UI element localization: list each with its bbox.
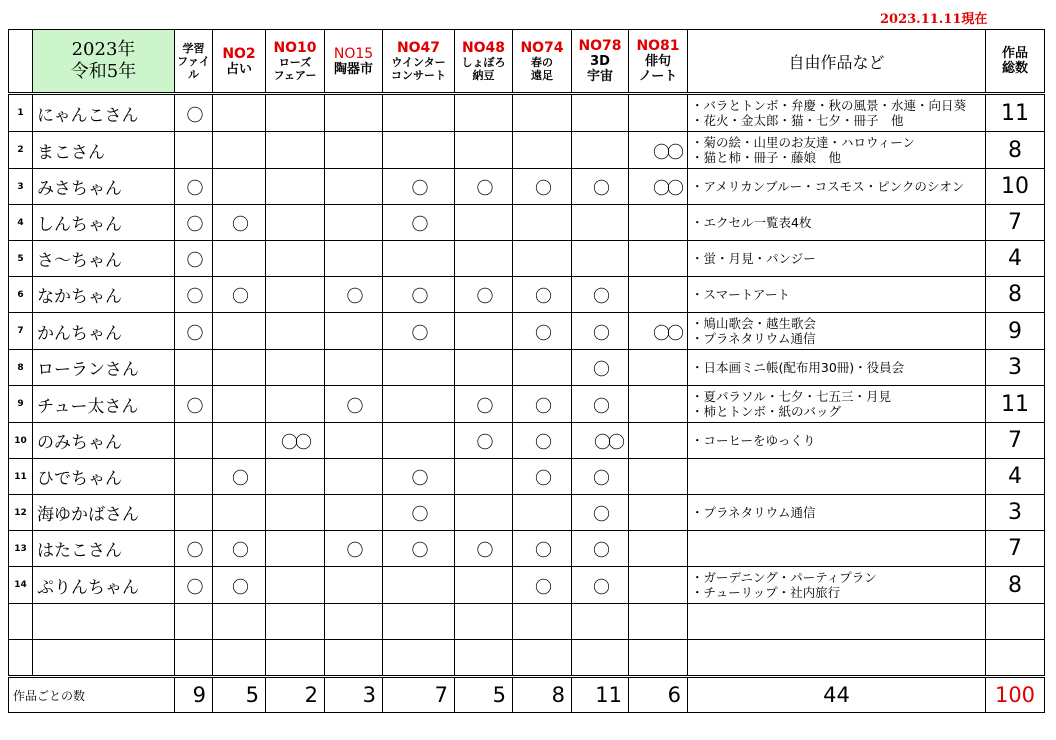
mark-cell: [325, 313, 383, 350]
header-year-cell: [33, 30, 175, 94]
work-count: 11: [986, 386, 1045, 423]
mark-cell: [175, 132, 213, 169]
col-label2: 遠足: [531, 69, 553, 82]
mark-cell: 〇: [175, 277, 213, 313]
mark-cell: [175, 604, 213, 640]
col-label2: ノート: [638, 69, 678, 84]
member-name: かんちゃん: [33, 313, 175, 350]
mark-cell: [213, 94, 266, 132]
mark-cell: 〇: [572, 169, 629, 205]
col-no: NO81: [636, 38, 680, 54]
col-no: NO10: [273, 40, 317, 56]
table-row: [9, 386, 1045, 423]
mark-cell: 〇: [513, 277, 572, 313]
mark-cell: [513, 132, 572, 169]
mark-cell: [455, 567, 513, 604]
mark-cell: [455, 241, 513, 277]
table-row: [9, 640, 1045, 677]
member-name: チュー太さん: [33, 386, 175, 423]
mark-cell: [266, 386, 325, 423]
col-label: ウインター: [391, 56, 446, 69]
mark-cell: 〇: [383, 169, 455, 205]
free-works-cell: [688, 241, 986, 277]
mark-cell: [513, 495, 572, 531]
total-label-1: 作品: [1001, 46, 1028, 61]
free-works-cell: [688, 495, 986, 531]
work-count: 9: [986, 313, 1045, 350]
header-col-7: [572, 30, 629, 94]
mark-cell: 〇: [455, 169, 513, 205]
mark-cell: [325, 459, 383, 495]
mark-cell: 〇: [513, 386, 572, 423]
mark-cell: [266, 241, 325, 277]
as-of-date: 2023.11.11現在: [880, 12, 988, 27]
row-number: [9, 640, 33, 677]
free-works-line: ・アメリカンブルー・コスモス・ピンクのシオン: [691, 179, 965, 194]
mark-cell: 〇: [513, 169, 572, 205]
mark-cell: 〇: [455, 386, 513, 423]
mark-cell: 〇: [175, 531, 213, 567]
work-count: 3: [986, 350, 1045, 386]
mark-cell: 〇: [572, 277, 629, 313]
mark-cell: 〇: [213, 531, 266, 567]
mark-cell: [629, 423, 688, 459]
row-number: 4: [9, 205, 33, 241]
mark-cell: [572, 241, 629, 277]
work-count: [986, 640, 1045, 677]
header-col-5: [455, 30, 513, 94]
mark-cell: [383, 94, 455, 132]
member-name: [33, 640, 175, 677]
member-name: ひでちゃん: [33, 459, 175, 495]
mark-cell: 〇: [383, 531, 455, 567]
col-label2: 納豆: [472, 69, 495, 82]
work-count: 8: [986, 132, 1045, 169]
mark-cell: [213, 640, 266, 677]
table-row: [9, 241, 1045, 277]
header-col-3: [325, 30, 383, 94]
free-works-cell: [688, 386, 986, 423]
mark-cell: [266, 531, 325, 567]
mark-cell: 〇: [513, 313, 572, 350]
free-works-line: ・ガーデニング・パーティプラン: [691, 570, 877, 585]
table-row: [9, 567, 1045, 604]
mark-cell: [572, 640, 629, 677]
mark-cell: [572, 132, 629, 169]
table-row: [9, 350, 1045, 386]
col-label: ローズ: [278, 56, 312, 69]
mark-cell: 〇〇: [629, 313, 688, 350]
mark-cell: 〇: [513, 567, 572, 604]
year-reiwa: 令和5年: [70, 61, 137, 82]
header-total-works: [986, 30, 1045, 94]
work-count: 8: [986, 567, 1045, 604]
mark-cell: [266, 277, 325, 313]
free-works-line: ・菊の絵・山里のお友達・ハロウィーン: [691, 135, 916, 150]
mark-cell: [213, 132, 266, 169]
mark-cell: [325, 94, 383, 132]
mark-cell: [213, 604, 266, 640]
mark-cell: [455, 313, 513, 350]
col-label: 占い: [225, 61, 252, 77]
free-works-cell: [688, 313, 986, 350]
mark-cell: [629, 640, 688, 677]
mark-cell: 〇: [572, 313, 629, 350]
column-total: 5: [455, 677, 513, 713]
works-table: [8, 29, 1045, 713]
table-row: [9, 313, 1045, 350]
free-works-line: ・チューリップ・社内旅行: [691, 585, 841, 600]
mark-cell: [572, 205, 629, 241]
table-row: [9, 495, 1045, 531]
mark-cell: 〇: [572, 567, 629, 604]
header-col-4: [383, 30, 455, 94]
grand-total: 100: [986, 677, 1045, 713]
mark-cell: [513, 604, 572, 640]
mark-cell: [513, 350, 572, 386]
col-label: 3D: [590, 54, 610, 69]
mark-cell: [383, 604, 455, 640]
mark-cell: 〇: [383, 205, 455, 241]
totals-row: [9, 677, 1045, 713]
mark-cell: 〇〇: [629, 132, 688, 169]
table-row: [9, 604, 1045, 640]
mark-cell: 〇: [383, 313, 455, 350]
member-name: のみちゃん: [33, 423, 175, 459]
mark-cell: [266, 132, 325, 169]
mark-cell: [513, 640, 572, 677]
column-total: 11: [572, 677, 629, 713]
mark-cell: [325, 604, 383, 640]
free-works-line: ・鳩山歌会・越生歌会: [691, 316, 817, 331]
mark-cell: [213, 313, 266, 350]
mark-cell: [213, 386, 266, 423]
free-works-cell: [688, 640, 986, 677]
header-row: [9, 30, 1045, 94]
row-number: 8: [9, 350, 33, 386]
mark-cell: [266, 169, 325, 205]
column-total: 6: [629, 677, 688, 713]
mark-cell: [325, 350, 383, 386]
totals-label: 作品ごとの数: [9, 677, 175, 713]
header-col-1: [213, 30, 266, 94]
mark-cell: 〇: [455, 423, 513, 459]
mark-cell: [266, 459, 325, 495]
work-count: 4: [986, 459, 1045, 495]
work-count: 4: [986, 241, 1045, 277]
mark-cell: 〇: [175, 567, 213, 604]
free-works-line: ・プラネタリウム通信: [691, 331, 816, 346]
mark-cell: 〇: [175, 313, 213, 350]
mark-cell: 〇: [325, 386, 383, 423]
work-count: 3: [986, 495, 1045, 531]
mark-cell: [513, 94, 572, 132]
mark-cell: 〇: [213, 277, 266, 313]
free-works-cell: [688, 459, 986, 495]
member-name: ぷりんちゃん: [33, 567, 175, 604]
mark-cell: [629, 277, 688, 313]
mark-cell: [213, 495, 266, 531]
row-number: 2: [9, 132, 33, 169]
mark-cell: 〇: [513, 531, 572, 567]
col-no: NO47: [396, 40, 441, 56]
header-num-cell: [9, 30, 33, 94]
free-works-cell: [688, 132, 986, 169]
column-total: 3: [325, 677, 383, 713]
row-number: 14: [9, 567, 33, 604]
free-works-line: ・コーヒーをゆっくり: [691, 433, 816, 448]
mark-cell: [629, 604, 688, 640]
mark-cell: [383, 350, 455, 386]
mark-cell: [455, 459, 513, 495]
mark-cell: 〇: [572, 495, 629, 531]
mark-cell: [383, 567, 455, 604]
col-label2: ファイル: [177, 54, 210, 81]
free-works-line: ・猫と柿・冊子・藤娘 他: [691, 150, 842, 165]
column-total: 5: [213, 677, 266, 713]
mark-cell: 〇: [383, 495, 455, 531]
mark-cell: 〇: [213, 567, 266, 604]
mark-cell: [266, 604, 325, 640]
mark-cell: [266, 313, 325, 350]
mark-cell: 〇: [513, 459, 572, 495]
work-count: 7: [986, 531, 1045, 567]
work-count: [986, 604, 1045, 640]
free-works-cell: [688, 423, 986, 459]
mark-cell: [383, 241, 455, 277]
free-works-cell: [688, 169, 986, 205]
col-no: NO48: [461, 40, 506, 56]
mark-cell: [175, 459, 213, 495]
mark-cell: 〇〇: [266, 423, 325, 459]
mark-cell: 〇: [455, 277, 513, 313]
row-number: 7: [9, 313, 33, 350]
mark-cell: [175, 640, 213, 677]
mark-cell: 〇〇: [572, 423, 629, 459]
mark-cell: [213, 423, 266, 459]
mark-cell: 〇: [383, 459, 455, 495]
mark-cell: 〇: [572, 531, 629, 567]
row-number: 6: [9, 277, 33, 313]
mark-cell: [629, 241, 688, 277]
free-works-cell: [688, 350, 986, 386]
mark-cell: [513, 205, 572, 241]
mark-cell: [572, 604, 629, 640]
mark-cell: [325, 169, 383, 205]
mark-cell: [629, 386, 688, 423]
header-col-8: [629, 30, 688, 94]
mark-cell: [383, 132, 455, 169]
member-name: みさちゃん: [33, 169, 175, 205]
mark-cell: 〇: [572, 386, 629, 423]
member-name: にゃんこさん: [33, 94, 175, 132]
free-works-cell: [688, 277, 986, 313]
mark-cell: [513, 241, 572, 277]
free-works-cell: [688, 205, 986, 241]
mark-cell: 〇: [175, 241, 213, 277]
mark-cell: [455, 350, 513, 386]
column-total: 8: [513, 677, 572, 713]
mark-cell: [213, 169, 266, 205]
mark-cell: 〇: [572, 459, 629, 495]
table-row: [9, 277, 1045, 313]
mark-cell: [266, 94, 325, 132]
column-total: 7: [383, 677, 455, 713]
mark-cell: [629, 495, 688, 531]
mark-cell: 〇: [572, 350, 629, 386]
member-name: ローランさん: [33, 350, 175, 386]
mark-cell: [383, 423, 455, 459]
mark-cell: [325, 495, 383, 531]
mark-cell: 〇: [175, 386, 213, 423]
mark-cell: [175, 350, 213, 386]
free-works-line: ・花火・金太郎・猫・七夕・冊子 他: [691, 113, 904, 128]
mark-cell: [266, 495, 325, 531]
free-works-line: ・夏パラソル・七夕・七五三・月見: [691, 389, 892, 404]
mark-cell: 〇: [383, 277, 455, 313]
col-no: NO15: [333, 45, 374, 62]
table-row: [9, 459, 1045, 495]
mark-cell: [455, 132, 513, 169]
mark-cell: [629, 350, 688, 386]
mark-cell: 〇: [325, 277, 383, 313]
mark-cell: [325, 132, 383, 169]
mark-cell: [266, 350, 325, 386]
member-name: はたこさん: [33, 531, 175, 567]
table-row: [9, 423, 1045, 459]
mark-cell: [213, 350, 266, 386]
free-works-cell: [688, 531, 986, 567]
col-label: 俳句: [644, 54, 671, 69]
free-works-cell: [688, 94, 986, 132]
mark-cell: [383, 386, 455, 423]
free-works-cell: [688, 567, 986, 604]
mark-cell: [629, 94, 688, 132]
mark-cell: [213, 241, 266, 277]
col-label: しょぼろ: [461, 56, 506, 69]
col-no: NO74: [520, 40, 564, 56]
header-free-works: 自由作品など: [688, 30, 986, 94]
mark-cell: [266, 640, 325, 677]
col-label: 春の: [531, 56, 553, 69]
work-count: 10: [986, 169, 1045, 205]
row-number: 11: [9, 459, 33, 495]
mark-cell: [455, 94, 513, 132]
work-count: 7: [986, 423, 1045, 459]
free-works-line: ・日本画ミニ帳(配布用30冊)・役員会: [691, 360, 905, 375]
row-number: 12: [9, 495, 33, 531]
row-number: [9, 604, 33, 640]
free-works-line: ・柿とトンボ・紙のバッグ: [691, 404, 842, 419]
mark-cell: 〇: [455, 531, 513, 567]
mark-cell: [629, 567, 688, 604]
mark-cell: [455, 495, 513, 531]
free-works-line: ・バラとトンボ・弁慶・秋の風景・水連・向日葵: [691, 98, 967, 113]
row-number: 3: [9, 169, 33, 205]
column-total: 9: [175, 677, 213, 713]
column-total: 2: [266, 677, 325, 713]
mark-cell: [266, 567, 325, 604]
mark-cell: 〇: [175, 169, 213, 205]
col-no: NO2: [222, 45, 256, 62]
row-number: 13: [9, 531, 33, 567]
mark-cell: 〇〇: [629, 169, 688, 205]
mark-cell: [629, 205, 688, 241]
row-number: 9: [9, 386, 33, 423]
mark-cell: [325, 423, 383, 459]
mark-cell: 〇: [213, 205, 266, 241]
mark-cell: [572, 94, 629, 132]
col-label2: フェアー: [273, 69, 317, 82]
mark-cell: [455, 205, 513, 241]
mark-cell: [325, 205, 383, 241]
free-works-total: 44: [688, 677, 986, 713]
header-col-6: [513, 30, 572, 94]
mark-cell: 〇: [175, 94, 213, 132]
mark-cell: [629, 459, 688, 495]
table-row: [9, 94, 1045, 132]
row-number: 5: [9, 241, 33, 277]
mark-cell: [325, 241, 383, 277]
col-label2: コンサート: [391, 69, 446, 82]
mark-cell: [325, 640, 383, 677]
mark-cell: [455, 640, 513, 677]
mark-cell: [383, 640, 455, 677]
year-western: 2023年: [71, 39, 136, 60]
member-name: なかちゃん: [33, 277, 175, 313]
work-count: 7: [986, 205, 1045, 241]
row-number: 10: [9, 423, 33, 459]
work-count: 11: [986, 94, 1045, 132]
row-number: 1: [9, 94, 33, 132]
mark-cell: [266, 205, 325, 241]
table-row: [9, 132, 1045, 169]
member-name: 海ゆかばさん: [33, 495, 175, 531]
free-works-line: ・スマートアート: [691, 287, 791, 302]
member-name: まこさん: [33, 132, 175, 169]
mark-cell: [455, 604, 513, 640]
member-name: [33, 604, 175, 640]
mark-cell: [175, 495, 213, 531]
header-col-0: [175, 30, 213, 94]
mark-cell: 〇: [213, 459, 266, 495]
free-works-cell: [688, 604, 986, 640]
member-name: しんちゃん: [33, 205, 175, 241]
col-label: 学習: [182, 41, 205, 55]
table-row: [9, 531, 1045, 567]
col-label2: 宇宙: [586, 69, 613, 84]
mark-cell: 〇: [175, 205, 213, 241]
mark-cell: 〇: [325, 531, 383, 567]
col-label: 陶器市: [333, 61, 373, 77]
work-count: 8: [986, 277, 1045, 313]
header-col-2: [266, 30, 325, 94]
mark-cell: [325, 567, 383, 604]
col-no: NO78: [578, 38, 622, 54]
free-works-line: ・蛍・月見・パンジー: [691, 251, 816, 266]
total-label-2: 総数: [1001, 61, 1028, 76]
mark-cell: [175, 423, 213, 459]
mark-cell: [629, 531, 688, 567]
table-row: [9, 205, 1045, 241]
member-name: さ～ちゃん: [33, 241, 175, 277]
mark-cell: 〇: [513, 423, 572, 459]
free-works-line: ・プラネタリウム通信: [691, 505, 816, 520]
table-row: [9, 169, 1045, 205]
free-works-line: ・エクセル一覧表4枚: [691, 215, 812, 230]
